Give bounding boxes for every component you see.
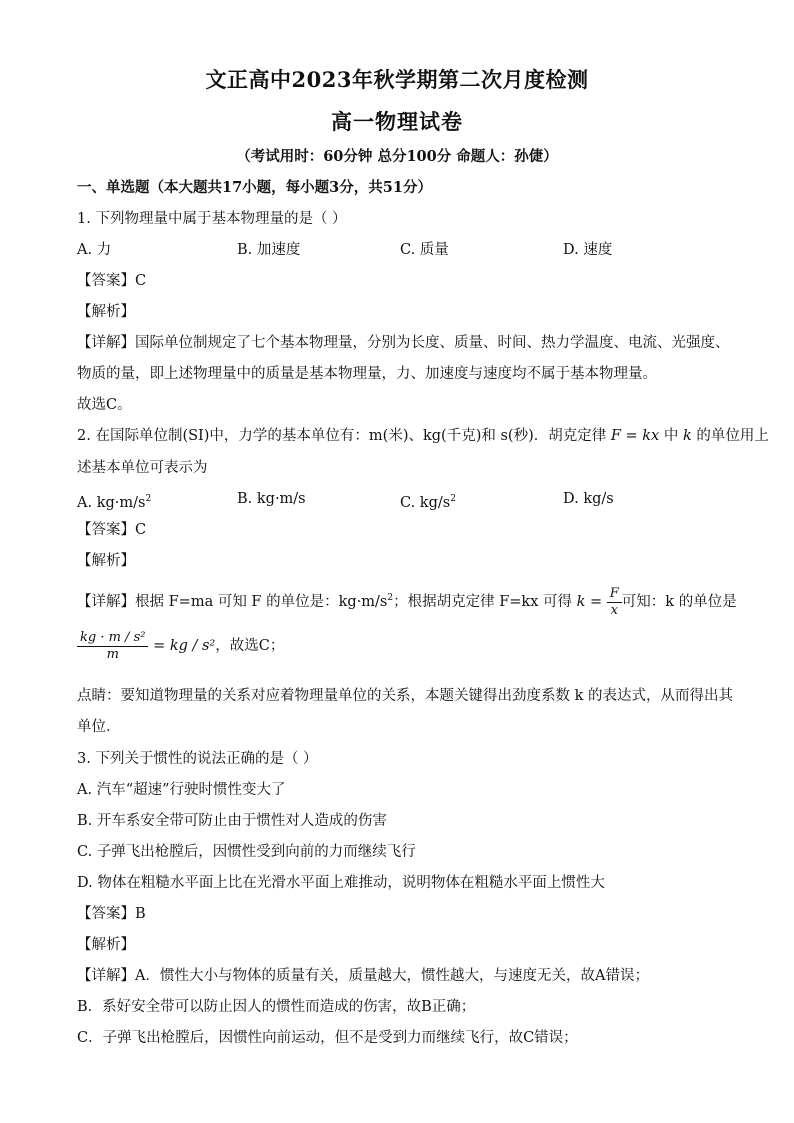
q2-note-2: 单位． xyxy=(77,719,121,735)
q2-detail-b: ；根据胡克定律 F=kx 可得 xyxy=(393,594,572,610)
q2-result: = kg / s² xyxy=(153,638,216,654)
q1-answer: 【答案】C xyxy=(77,273,147,289)
q1-conclusion: 故选C。 xyxy=(77,397,132,413)
q2-detail-k: k = xyxy=(576,594,603,610)
q3-option-b: B. 开车系安全带可防止由于惯性对人造成的伤害 xyxy=(77,813,387,829)
q2-analysis: 【解析】 xyxy=(77,553,135,569)
q2-stem-line-1 xyxy=(77,426,769,446)
q2-fraction-f-over-x: $\frac{F}{x}$ xyxy=(607,586,622,619)
q2-option-a: A. $kg\cdot m/s^2$ xyxy=(77,494,152,511)
q2-fraction-unit: $\frac{\text{kg · m / s²}}{m}$ xyxy=(77,630,148,663)
q2-stem-k: k xyxy=(682,428,692,444)
q1-option-c: C. 质量 xyxy=(400,242,449,258)
q1-option-b: B. 加速度 xyxy=(237,242,301,258)
q1-analysis: 【解析】 xyxy=(77,304,135,320)
q3-option-a: A. 汽车“超速”行驶时惯性变大了 xyxy=(77,782,286,798)
q1-stem: 1. 下列物理量中属于基本物理量的是（ ） xyxy=(77,211,347,227)
q1-detail-1: 【详解】国际单位制规定了七个基本物理量，分别为长度、质量、时间、热力学温度、电流、光强度、 xyxy=(77,335,730,351)
q2-stem-c: 的单位用上 xyxy=(696,428,769,444)
section-heading: 一、单选题（本大题共17小题，每小题3分，共51分） xyxy=(77,179,432,196)
q3-answer: 【答案】B xyxy=(77,906,146,922)
q3-detail-2: B．系好安全带可以防止因人的惯性而造成的伤害，故B正确； xyxy=(77,999,476,1015)
q2-option-c: C. $kg/s^2$ xyxy=(400,494,456,511)
q1-option-a: A. 力 xyxy=(77,242,112,258)
q2-formula: F = kx xyxy=(610,428,660,444)
q2-detail-c: 可知：k 的单位是 xyxy=(621,594,737,610)
q2-answer: 【答案】C xyxy=(77,522,147,538)
q2-option-d: D. kg/s xyxy=(563,491,614,507)
exam-title: 文正高中2023年秋学期第二次月度检测 xyxy=(205,67,589,92)
q2-option-b: B. kg·m/s xyxy=(237,491,306,507)
q3-detail-3: C．子弹飞出枪膛后，因惯性向前运动，但不是受到力而继续飞行，故C错误； xyxy=(77,1030,578,1046)
q2-unit-derivation xyxy=(77,628,284,664)
q1-option-d: D. 速度 xyxy=(563,242,613,258)
q3-stem: 3. 下列关于惯性的说法正确的是（ ） xyxy=(77,751,318,767)
q2-stem-line-2: 述基本单位可表示为 xyxy=(77,460,208,476)
q2-detail-line: 【详解】根据 F=ma 可知 F 的单位是：$kg\cdot m/s^2$；根据胡克定律 F=kx 可得 k = $\frac{F}{x}$ 可知：k 的单位是 xyxy=(77,585,737,618)
q3-option-c: C. 子弹飞出枪膛后，因惯性受到向前的力而继续飞行 xyxy=(77,844,416,860)
q2-stem-a: 2. 在国际单位制(SI)中，力学的基本单位有：m(米)、kg(千克)和 s(秒)．胡克定律 xyxy=(77,428,607,444)
q2-result-tail: ，故选C； xyxy=(215,638,285,654)
q2-detail-a: 【详解】根据 F=ma 可知 F 的单位是：kg·m/s xyxy=(77,594,388,610)
q3-option-d: D. 物体在粗糙水平面上比在光滑水平面上难推动，说明物体在粗糙水平面上惯性大 xyxy=(77,875,605,891)
q3-analysis: 【解析】 xyxy=(77,937,135,953)
q2-stem-b: 中 xyxy=(663,428,679,444)
q1-detail-2: 物质的量，即上述物理量中的质量是基本物理量，力、加速度与速度均不属于基本物理量。 xyxy=(77,366,657,382)
q2-note-1: 点睛：要知道物理量的关系对应着物理量单位的关系，本题关键得出劲度系数 k 的表达式，从而得出其 xyxy=(77,688,734,704)
q3-detail-1: 【详解】A．惯性大小与物体的质量有关，质量越大，惯性越大，与速度无关，故A错误； xyxy=(77,968,649,984)
exam-subject: 高一物理试卷 xyxy=(331,109,463,134)
exam-info: （考试用时：60分钟 总分100分 命题人：孙倢） xyxy=(236,148,558,165)
